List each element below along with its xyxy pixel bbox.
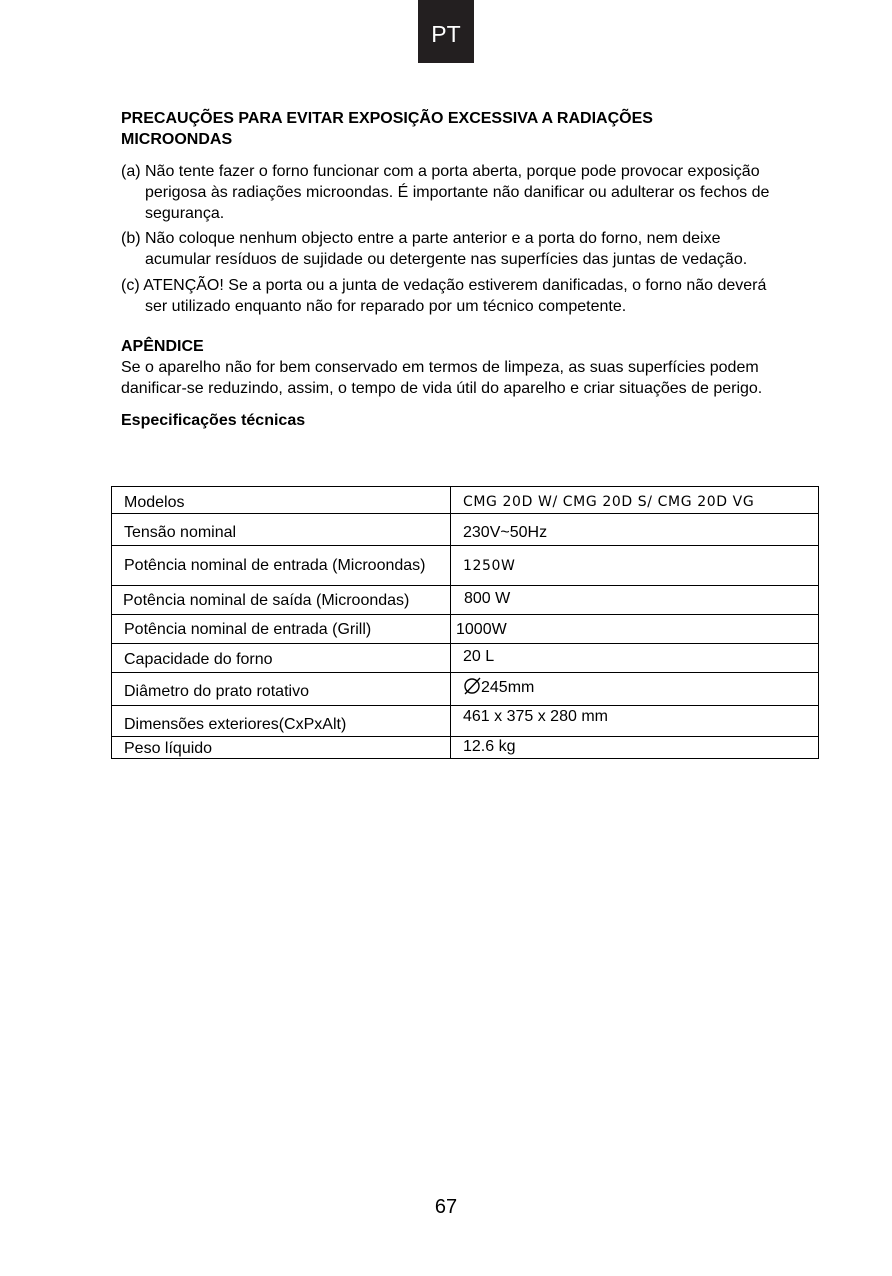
- models-value: CMG 20D W/ CMG 20D S/ CMG 20D VG: [463, 494, 755, 510]
- spec-value: 12.6 kg: [451, 737, 819, 759]
- spec-value: 800 W: [451, 586, 819, 615]
- spec-label: Modelos: [112, 487, 451, 514]
- spec-label: Potência nominal de saída (Microondas): [112, 586, 451, 615]
- spec-value: [451, 673, 819, 706]
- spec-label: Potência nominal de entrada (Microondas): [112, 546, 451, 586]
- spec-label: Dimensões exteriores(CxPxAlt): [112, 706, 451, 737]
- appendix-body: Se o aparelho não for bem conservado em termos de limpeza, as suas superfícies podem danificar-se reduzindo, assim, o tempo de vida útil do aparelho e criar situações de perigo.: [121, 359, 763, 397]
- precautions-list: [121, 161, 781, 317]
- page-number: 67: [434, 1196, 458, 1218]
- precaution-item-c: (c) ATENÇÃO! Se a porta ou a junta de vedação estiverem danificadas, o forno não deverá ser utilizado enquanto não for reparado por um técnico competente.: [121, 277, 767, 315]
- diameter-icon: [463, 677, 481, 695]
- table-row: [112, 546, 819, 586]
- spec-value: [451, 546, 819, 586]
- spec-label: Potência nominal de entrada (Grill): [112, 615, 451, 644]
- spec-value: 461 x 375 x 280 mm: [451, 706, 819, 737]
- specs-title: Especificações técnicas: [121, 412, 306, 429]
- spec-value: 230V~50Hz: [451, 514, 819, 546]
- spec-label: Tensão nominal: [112, 514, 451, 546]
- precaution-item-a: (a) Não tente fazer o forno funcionar com a porta aberta, porque pode provocar exposição perigosa às radiações microondas. É importante não danificar ou adulterar os fechos de segurança.: [121, 163, 770, 222]
- spec-value: 1000W: [451, 615, 819, 644]
- table-row: [112, 644, 819, 673]
- input-power-value: 1250W: [463, 557, 516, 574]
- spec-label: Diâmetro do prato rotativo: [112, 673, 451, 706]
- precaution-item-b: (b) Não coloque nenhum objecto entre a parte anterior e a porta do forno, nem deixe acumular resíduos de sujidade ou detergente nas superfícies das juntas de vedação.: [121, 230, 748, 268]
- spec-value: [451, 487, 819, 514]
- diameter-value: 245mm: [481, 679, 535, 696]
- table-row: [112, 487, 819, 514]
- table-row: [112, 706, 819, 737]
- spec-value: 20 L: [451, 644, 819, 673]
- spec-label: Capacidade do forno: [112, 644, 451, 673]
- table-row: [112, 514, 819, 546]
- spec-label: Peso líquido: [112, 737, 451, 759]
- table-row: [112, 737, 819, 759]
- table-row: [112, 615, 819, 644]
- language-tab: PT: [418, 0, 474, 63]
- main-content: [121, 108, 821, 431]
- table-row: [112, 673, 819, 706]
- specs-table: [111, 486, 819, 759]
- appendix-title: APÊNDICE: [121, 338, 204, 355]
- precautions-title: PRECAUÇÕES PARA EVITAR EXPOSIÇÃO EXCESSIVA A RADIAÇÕES MICROONDAS: [121, 110, 653, 148]
- table-row: [112, 586, 819, 615]
